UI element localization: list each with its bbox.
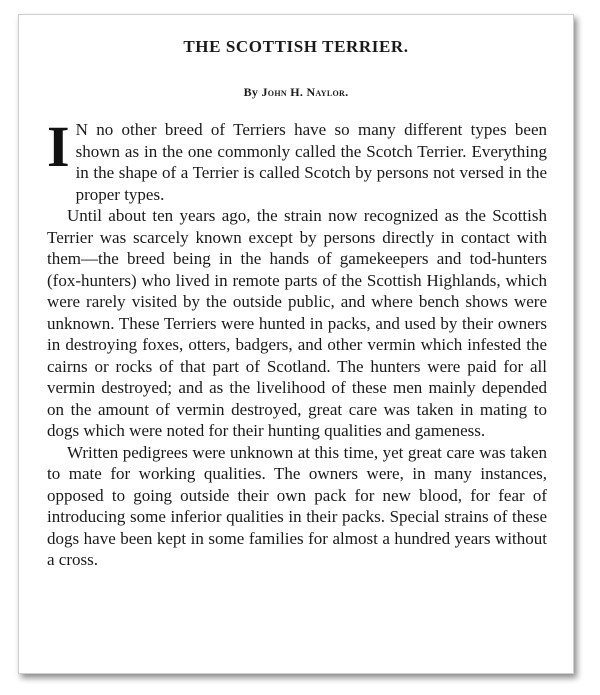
paragraph-2: Until about ten years ago, the strain now recognized as the Scottish Terrier was scarcely known except by persons directly in contact with them—the breed being in the hands of gamekeepers and tod-hunters (fox-hunters) who lived in remote parts of the Scottish Highlands, which were rarely visited by the outside public, and where bench shows were unknown. These Terriers were hunted in packs, and used by their owners in destroying foxes, otters, badgers, and other vermin which infested the cairns or rocks of that part of Scotland. The hunters were paid for all vermin destroyed; and as the livelihood of these men mainly depended on the amount of vermin destroyed, great care was taken in mating to dogs which were noted for their hunting qualities and gameness. [47, 206, 547, 440]
byline-prefix: By [243, 85, 262, 99]
drop-cap: I [47, 114, 70, 179]
paragraph-1 [47, 114, 547, 205]
article-byline [19, 85, 573, 100]
article-title: THE SCOTTISH TERRIER. [183, 37, 409, 56]
paragraph-1-text: N no other breed of Terriers have so many different types been shown as in the one commonly called the Scotch Terrier. Everything in the shape of a Terrier is called Scotch by persons not versed in the proper types. [75, 120, 547, 204]
byline-author: John H. Naylor. [261, 85, 349, 99]
paragraph-3: Written pedigrees were unknown at this time, yet great care was taken to mate for working qualities. The owners were, in many instances, opposed to going outside their own pack for new blood, for fear of introducing some inferior qualities in their packs. Special strains of these dogs have been kept in some families for almost a hundred years without a cross. [47, 442, 547, 569]
article-page [18, 14, 574, 674]
article-body [47, 114, 547, 571]
